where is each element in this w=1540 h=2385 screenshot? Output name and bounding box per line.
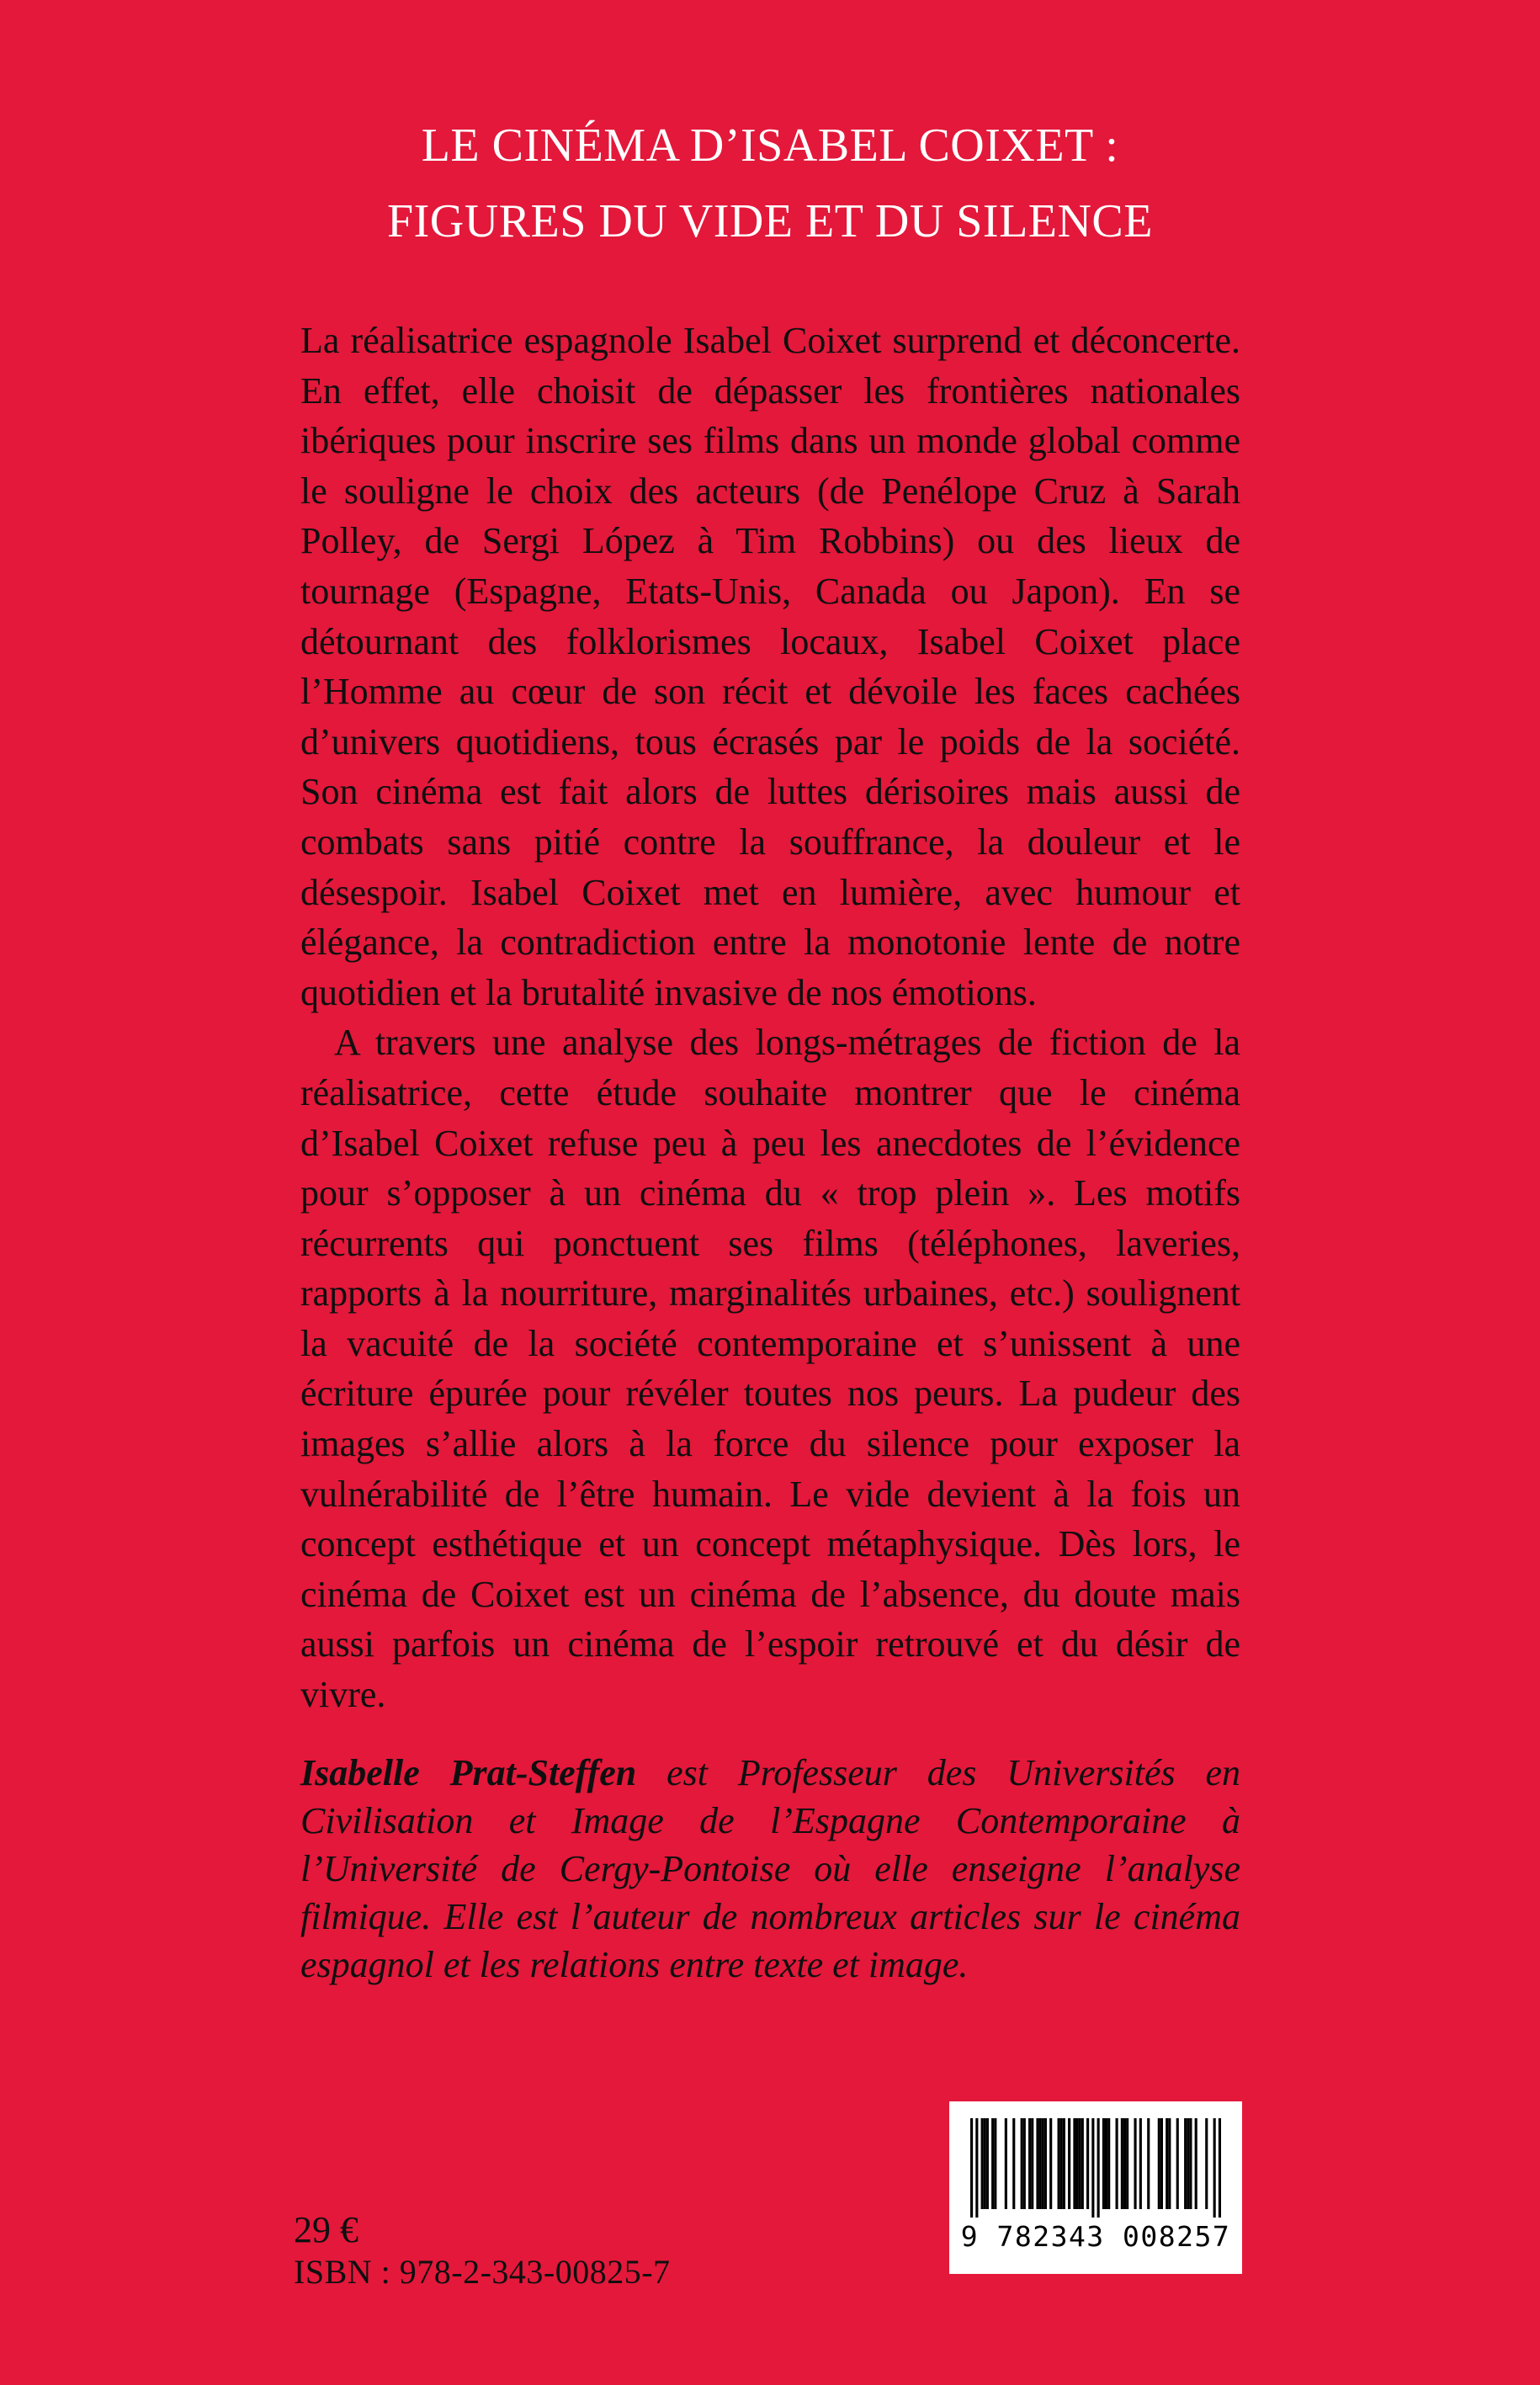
title-line-2: FIGURES DU VIDE ET DU SILENCE xyxy=(387,195,1153,247)
book-title xyxy=(0,108,1540,259)
barcode-bar xyxy=(1160,2118,1163,2209)
barcode-bar xyxy=(1005,2118,1007,2209)
barcode-bar xyxy=(1023,2118,1026,2209)
barcode-bar xyxy=(1123,2118,1126,2209)
barcode-bar xyxy=(1036,2118,1038,2209)
barcode-bar xyxy=(1126,2118,1128,2209)
barcode-bar xyxy=(1205,2118,1208,2209)
barcode-bar xyxy=(975,2118,978,2218)
barcode-bar xyxy=(1219,2118,1221,2218)
barcode-bars xyxy=(970,2118,1221,2218)
barcode-bar xyxy=(1031,2118,1033,2209)
barcode-bar xyxy=(1107,2118,1110,2209)
barcode-bar xyxy=(1042,2118,1044,2209)
barcode-bar xyxy=(1166,2118,1168,2209)
book-summary xyxy=(300,316,1240,1720)
barcode-bar xyxy=(994,2118,996,2209)
barcode-bar xyxy=(970,2118,973,2218)
author-bio-text: est Professeur des Universités en Civilisation et Image de l’Espagne Contemporaine à l’Université de Cergy-Pontoise où elle enseigne l’analyse filmique. Elle est l’auteur de nombreux articles sur le cinéma espagnol et les relations entre texte et image. xyxy=(300,1752,1241,1985)
barcode-bar xyxy=(1028,2118,1031,2209)
barcode-bar xyxy=(981,2118,984,2209)
barcode-bar xyxy=(1044,2118,1047,2209)
barcode-bar xyxy=(1039,2118,1042,2209)
barcode-bar xyxy=(1105,2118,1107,2209)
barcode-bar xyxy=(1063,2118,1065,2209)
barcode-bar xyxy=(1075,2118,1078,2209)
barcode-bar xyxy=(1184,2118,1187,2209)
barcode-bar xyxy=(1049,2118,1052,2209)
barcode-bar xyxy=(1102,2118,1105,2209)
barcode-bar xyxy=(1073,2118,1075,2209)
barcode-bar xyxy=(1079,2118,1081,2209)
barcode-bar xyxy=(1195,2118,1197,2209)
barcode-bar xyxy=(1147,2118,1150,2209)
barcode-bar xyxy=(1068,2118,1070,2209)
summary-paragraph-2: A travers une analyse des longs-métrages de fiction de la réalisatrice, cette étude souhaite montrer que le cinéma d’Isabel Coixet refuse peu à peu les anecdotes de l’évidence pour s’opposer à un cinéma du « trop plein ». Les motifs récurrents qui ponctuent ses films (téléphones, laveries, rapports à la nourriture, marginalités urbaines, etc.) soulignent la vacuité de la société contemporaine et s’unissent à une écriture épurée pour révéler toutes nos peurs. La pudeur des images s’allie alors à la force du silence pour exposer la vulnérabilité de l’être humain. Le vide devient à la fois un concept esthétique et un concept métaphysique. Dès lors, le cinéma de Coixet est un cinéma de l’absence, du doute mais aussi parfois un cinéma de l’espoir retrouvé et du désir de vivre. xyxy=(300,1022,1240,1716)
barcode-number: 9 782343 008257 xyxy=(960,2220,1231,2253)
author-bio xyxy=(300,1749,1240,1989)
barcode-bar xyxy=(984,2118,986,2209)
barcode-bar xyxy=(1081,2118,1084,2209)
barcode-bar xyxy=(1060,2118,1063,2209)
barcode xyxy=(949,2101,1242,2274)
barcode-bar xyxy=(1213,2118,1216,2218)
summary-paragraph-1: La réalisatrice espagnole Isabel Coixet surprend et déconcerte. En effet, elle choisit de dépasser les frontières nationales ibériques pour inscrire ses films dans un monde global comme le souligne le choix des acteurs (de Penélope Cruz à Sarah Polley, de Sergi López à Tim Robbins) ou des lieux de tournage (Espagne, Etats-Unis, Canada ou Japon). En se détournant des folklorismes locaux, Isabel Coixet place l’Homme au cœur de son récit et dévoile les faces cachées d’univers quotidiens, tous écrasés par le poids de la société. Son cinéma est fait alors de luttes dérisoires mais aussi de combats sans pitié contre la souffrance, la douleur et le désespoir. Isabel Coixet met en lumière, avec humour et élégance, la contradiction entre la monotonie lente de notre quotidien et la brutalité invasive de nos émotions. xyxy=(300,320,1240,1013)
price: 29 € xyxy=(294,2209,358,2250)
barcode-bar xyxy=(1134,2118,1136,2209)
author-name: Isabelle Prat-Steffen xyxy=(300,1752,637,1793)
barcode-bar xyxy=(1091,2118,1094,2218)
barcode-bar xyxy=(1168,2118,1171,2209)
isbn: ISBN : 978-2-343-00825-7 xyxy=(294,2253,671,2291)
barcode-bar xyxy=(1158,2118,1160,2209)
barcode-bar xyxy=(1086,2118,1089,2209)
barcode-bar xyxy=(991,2118,994,2209)
barcode-bar xyxy=(1021,2118,1023,2209)
barcode-bar xyxy=(1097,2118,1100,2218)
barcode-bar xyxy=(1187,2118,1189,2209)
barcode-bar xyxy=(1058,2118,1060,2209)
barcode-bar xyxy=(1012,2118,1015,2209)
barcode-bar xyxy=(1121,2118,1123,2209)
barcode-bar xyxy=(1176,2118,1179,2209)
barcode-bar xyxy=(1139,2118,1142,2209)
barcode-bar xyxy=(1116,2118,1118,2209)
title-line-1: LE CINÉMA D’ISABEL COIXET : xyxy=(421,120,1119,172)
barcode-bar xyxy=(1189,2118,1192,2209)
barcode-bar xyxy=(986,2118,989,2209)
